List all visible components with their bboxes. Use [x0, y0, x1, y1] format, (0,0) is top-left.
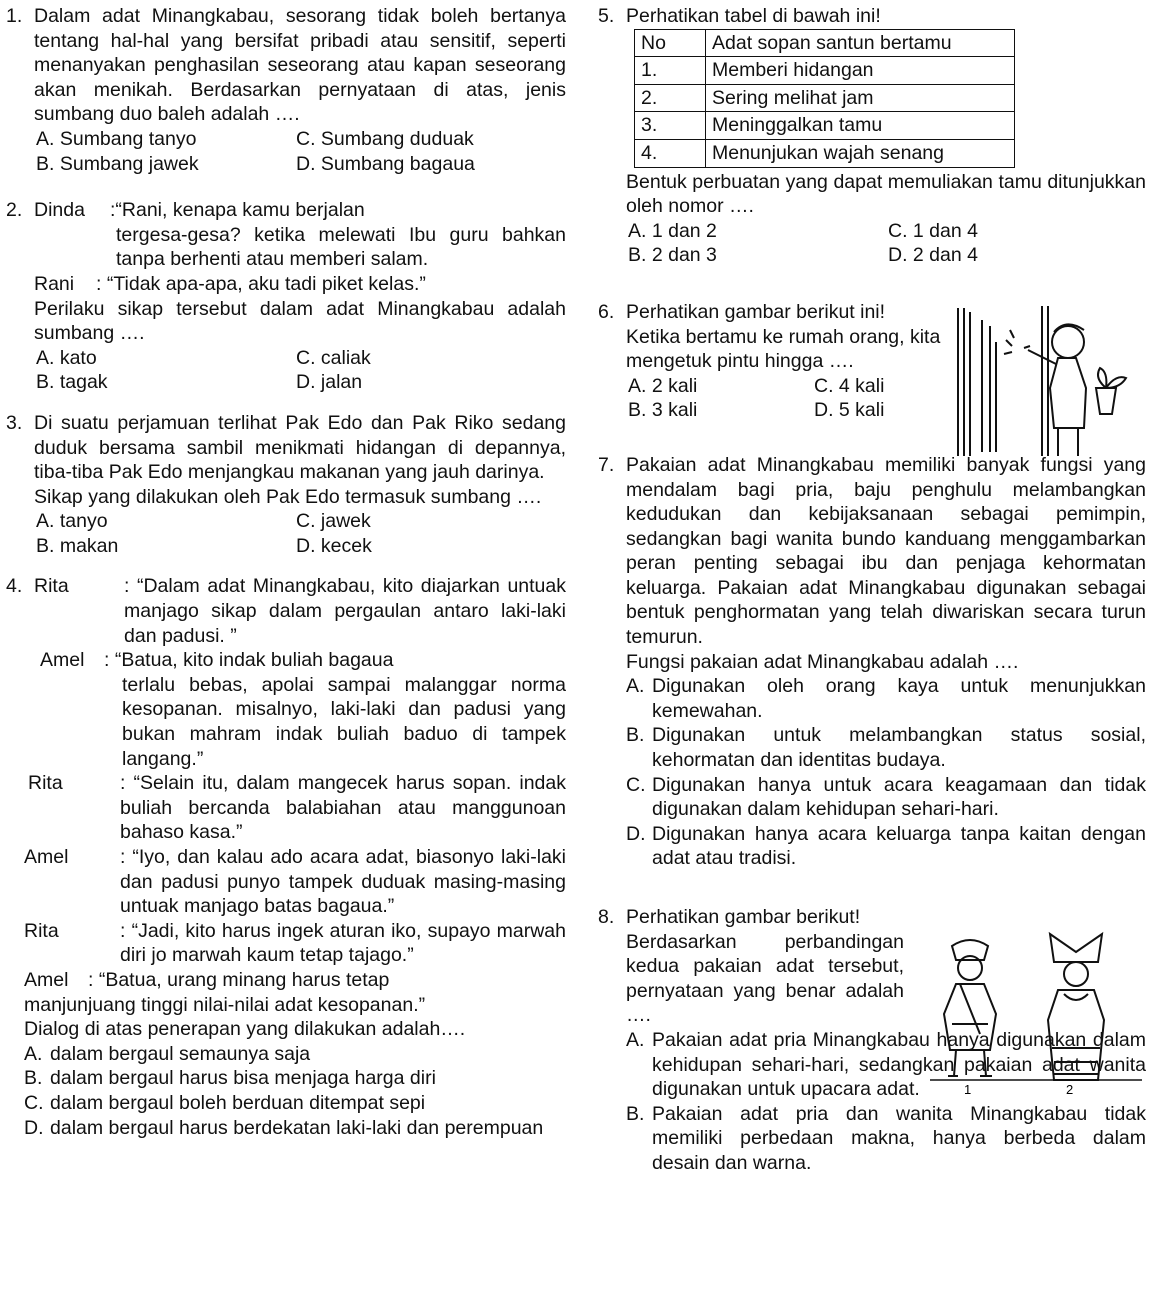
table-row: [635, 84, 1015, 112]
question-7: [598, 453, 1146, 871]
question-intro: Perhatikan gambar berikut!: [626, 906, 861, 928]
option-text: Pakaian adat pria Minangkabau hanya digunakan dalam kehidupan sehari-hari, sedangkan pakaian adat wanita digunakan untuk upacara adat.: [652, 1028, 1146, 1101]
question-text: Pakaian adat Minangkabau memiliki banyak fungsi yang mendalam bagi pria, baju penghulu melambangkan kedudukan dan kebijaksanaan sebagai pemimpin, sedangkan bagi wanita bundo kanduang menggambarkan peran penting sebagai ibu dan penjaga kehormatan keluarga. Pakaian adat Minangkabau digunakan sebagai bentuk penghormatan yang telah diwariskan secara turun temurun.: [626, 453, 1146, 649]
table-row: [635, 112, 1015, 140]
speech-continued: manjunjuang tinggi nilai-nilai adat kesopanan.”: [24, 993, 426, 1016]
cell-text: Memberi hidangan: [706, 57, 1015, 85]
option-c[interactable]: C. 4 kali: [814, 374, 885, 397]
question-number: 1.: [6, 5, 23, 27]
option-b[interactable]: [626, 723, 1146, 772]
option-d[interactable]: D. 5 kali: [814, 399, 885, 422]
cell-no: 1.: [635, 57, 706, 85]
option-a[interactable]: [626, 674, 1146, 723]
options: [34, 509, 566, 558]
options: [34, 346, 566, 395]
question-2: [6, 198, 566, 395]
speech-continued: terlalu bebas, apolai sampai malanggar norma kesopanan. misalnyo, laki-laki dan padusi yang bukan mahram indak buliah baduo di tampek langang.”: [122, 673, 566, 770]
option-b[interactable]: B. tagak: [36, 371, 108, 394]
option-d[interactable]: [626, 822, 1146, 871]
speaker: Rita: [34, 575, 69, 598]
option-c[interactable]: C. Sumbang duduak: [296, 127, 474, 150]
knocking-door-illustration: [946, 302, 1134, 458]
figure-label-2: 2: [1066, 1082, 1074, 1097]
cell-no: 3.: [635, 112, 706, 140]
question-number: 2.: [6, 199, 23, 222]
cell-text: Sering melihat jam: [706, 84, 1015, 112]
option-b[interactable]: B. 3 kali: [628, 399, 698, 422]
question-prompt: Dialog di atas penerapan yang dilakukan adalah….: [24, 1018, 466, 1041]
table-row: [635, 139, 1015, 167]
speech-continued: tergesa-gesa? ketika melewati Ibu guru bahkan tanpa berhenti atau memberi salam.: [116, 223, 566, 271]
options: [626, 219, 1146, 268]
header-etiquette: Adat sopan santun bertamu: [706, 29, 1015, 57]
option-label: A.: [24, 1042, 43, 1065]
question-text: Perilaku sikap tersebut dalam adat Minangkabau adalah sumbang ….: [34, 297, 566, 345]
figure-label-1: 1: [964, 1082, 972, 1097]
question-intro: Perhatikan tabel di bawah ini!: [626, 5, 881, 27]
speech: : “Batua, kito indak buliah bagaua: [104, 649, 394, 672]
speech: : “Batua, urang minang harus tetap: [88, 968, 390, 991]
options: [626, 374, 944, 423]
question-intro: Perhatikan gambar berikut ini!: [626, 300, 886, 323]
cell-no: 4.: [635, 139, 706, 167]
dialog-line: [28, 771, 566, 845]
option-b[interactable]: [24, 1066, 566, 1091]
speaker: Amel: [24, 846, 69, 868]
option-b[interactable]: B. makan: [36, 534, 119, 557]
option-c[interactable]: C. caliak: [296, 346, 371, 369]
option-label: D.: [626, 822, 646, 845]
option-label: B.: [24, 1067, 43, 1090]
option-a[interactable]: A. tanyo: [36, 510, 108, 533]
option-b[interactable]: [626, 1102, 1146, 1176]
speech: : “Dalam adat Minangkabau, kito diajarkan untuak manjago sikap dalam pergaulan antaro laki-laki dan padusi. ”: [124, 575, 566, 647]
option-label: B.: [626, 1102, 645, 1125]
options: [626, 674, 1146, 871]
option-label: D.: [24, 1116, 44, 1139]
question-number: 8.: [598, 906, 615, 928]
speaker: Dinda: [34, 199, 85, 222]
option-label: B.: [626, 724, 645, 747]
option-text: Digunakan hanya acara keluarga tanpa kaitan dengan adat atau tradisi.: [652, 822, 1146, 870]
option-text: Digunakan oleh orang kaya untuk menunjukkan kemewahan.: [652, 675, 1146, 722]
option-text: dalam bergaul semaunya saja: [50, 1042, 311, 1065]
question-1: [6, 4, 566, 176]
option-text: Digunakan untuk melambangkan status sosial, kehormatan dan identitas budaya.: [652, 724, 1146, 772]
option-d[interactable]: D. jalan: [296, 371, 363, 394]
option-b[interactable]: B. Sumbang jawek: [36, 152, 199, 175]
question-text: Ketika bertamu ke rumah orang, kita mengetuk pintu hingga ….: [626, 325, 941, 373]
option-d[interactable]: D. 2 dan 4: [888, 244, 978, 267]
dialog-line: [34, 574, 566, 648]
option-label: C.: [626, 773, 646, 796]
option-a[interactable]: A. 2 kali: [628, 374, 698, 397]
question-prompt: Fungsi pakaian adat Minangkabau adalah ….: [626, 650, 1019, 673]
option-text: dalam bergaul boleh berduan ditempat sepi: [50, 1091, 426, 1114]
question-text: Berdasarkan perbandingan kedua pakaian adat tersebut, pernyataan yang benar adalah ….: [626, 930, 904, 1027]
question-4: [6, 574, 566, 1140]
dialog-line: [40, 648, 566, 771]
question-number: 6.: [598, 300, 615, 323]
dialog-line: [24, 919, 566, 968]
speech: : “Selain itu, dalam mangecek harus sopan. indak buliah bercanda balabiahan atau manggunoan bahaso kasa.”: [120, 772, 566, 844]
option-c[interactable]: [626, 773, 1146, 822]
question-text: Dalam adat Minangkabau, sesorang tidak boleh bertanya tentang hal-hal yang bersifat pribadi atau sensitif, seperti menanyakan penghasilan seseorang atau kapan seseorang akan menikah. Berdasarkan pernyataan di atas, jenis sumbang duo baleh adalah ….: [34, 5, 566, 126]
option-text: dalam bergaul harus bisa menjaga harga diri: [50, 1067, 436, 1090]
option-c[interactable]: C. 1 dan 4: [888, 219, 978, 242]
question-text: Di suatu perjamuan terlihat Pak Edo dan Pak Riko sedang duduk bersama sambil menikmati hidangan di depannya, tiba-tiba Pak Edo menjangkau makanan yang jauh darinya.: [34, 411, 566, 484]
question-prompt: Bentuk perbuatan yang dapat memuliakan tamu ditunjukkan oleh nomor ….: [626, 170, 1146, 218]
dialog-line: [34, 272, 566, 297]
speech: : “Jadi, kito harus ingek aturan iko, supayo marwah diri jo marwah kaum tetap tajago.”: [120, 919, 566, 967]
cell-no: 2.: [635, 84, 706, 112]
option-a[interactable]: A. 1 dan 2: [628, 219, 717, 242]
question-number: 5.: [598, 5, 615, 27]
option-c[interactable]: [24, 1091, 566, 1116]
question-number: 3.: [6, 411, 23, 434]
option-a[interactable]: A. Sumbang tanyo: [36, 127, 197, 150]
option-d[interactable]: D. Sumbang bagaua: [296, 152, 475, 175]
option-label: C.: [24, 1091, 44, 1114]
question-3: [6, 411, 566, 559]
options: [24, 1042, 566, 1140]
option-a[interactable]: A. kato: [36, 346, 97, 369]
speaker: Amel: [24, 968, 69, 991]
option-text: dalam bergaul harus berdekatan laki-laki dan perempuan: [50, 1116, 544, 1139]
dialog-line: [24, 968, 566, 1017]
etiquette-table: [634, 29, 1015, 168]
table-header: [635, 29, 1015, 57]
speaker: Rita: [28, 772, 63, 795]
speech: :“Rani, kenapa kamu berjalan: [110, 199, 365, 222]
option-d[interactable]: [24, 1116, 566, 1141]
speaker: Rani: [34, 272, 75, 295]
cell-text: Menunjukan wajah senang: [706, 139, 1015, 167]
question-prompt: Sikap yang dilakukan oleh Pak Edo termasuk sumbang ….: [34, 485, 542, 508]
question-number: 4.: [6, 575, 23, 598]
speaker: Rita: [24, 919, 59, 942]
option-label: A.: [626, 675, 645, 698]
option-text: Pakaian adat pria dan wanita Minangkabau tidak memiliki perbedaan makna, hanya berbeda dalam desain dan warna.: [652, 1102, 1146, 1174]
option-a[interactable]: [24, 1042, 566, 1067]
question-number: 7.: [598, 453, 615, 476]
dialog-line: [34, 198, 566, 223]
question-6: [598, 300, 944, 423]
speaker: Amel: [40, 649, 85, 672]
traditional-clothing-illustration: [926, 930, 1148, 1098]
left-column: [6, 4, 566, 1140]
option-label: A.: [626, 1028, 645, 1051]
cell-text: Meninggalkan tamu: [706, 112, 1015, 140]
option-d[interactable]: D. kecek: [296, 534, 372, 557]
option-c[interactable]: C. jawek: [296, 510, 371, 533]
options: [34, 127, 566, 176]
header-no: No: [635, 29, 706, 57]
speech: : “Tidak apa-apa, aku tadi piket kelas.”: [96, 272, 426, 295]
table-row: [635, 57, 1015, 85]
question-5: [598, 4, 1146, 268]
speech: : “Iyo, dan kalau ado acara adat, biasonyo laki-laki dan padusi punyo tampek duduak masing-masing untuak manjago batas bagaua.”: [120, 846, 566, 918]
option-text: Digunakan hanya untuk acara keagamaan dan tidak digunakan dalam kehidupan sehari-hari.: [652, 773, 1146, 821]
dialog-line: [24, 845, 566, 919]
option-b[interactable]: B. 2 dan 3: [628, 244, 717, 267]
